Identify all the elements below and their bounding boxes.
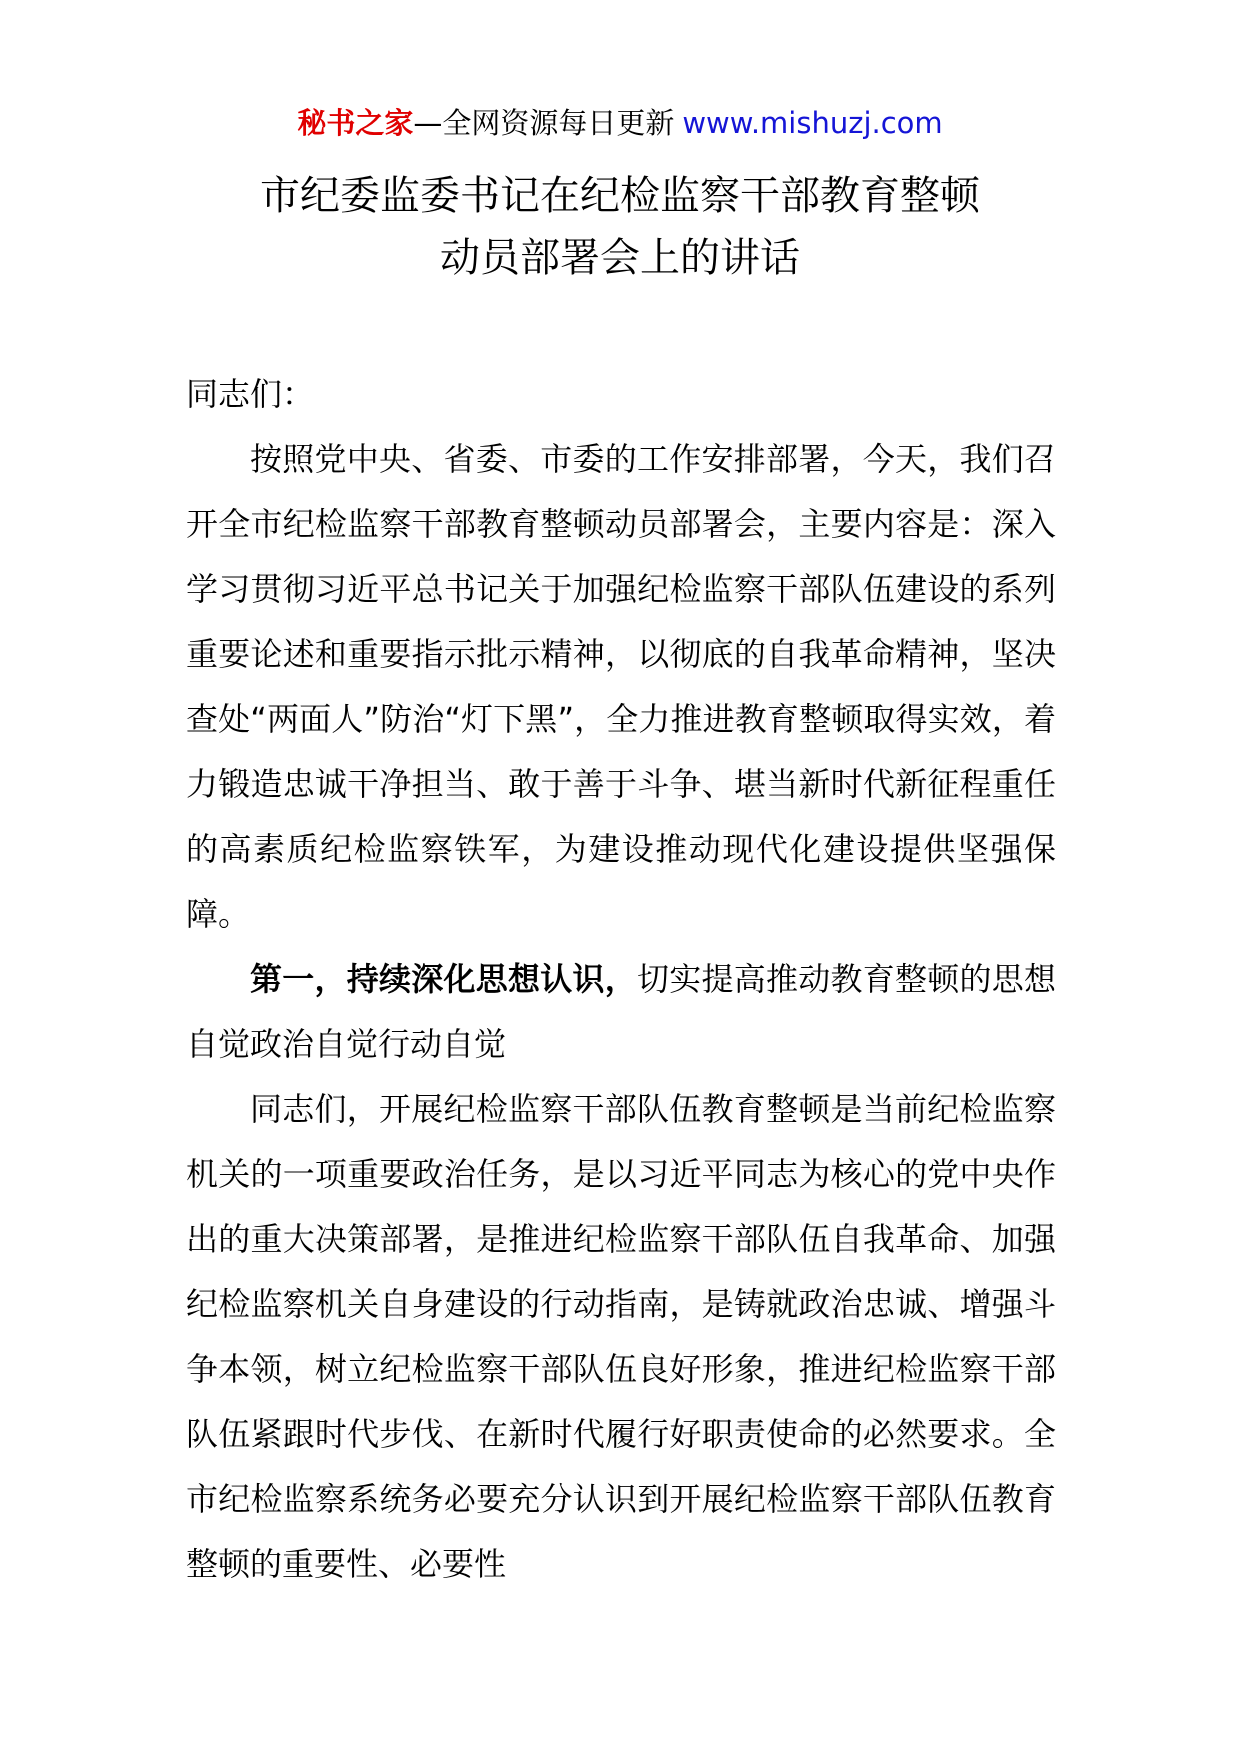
- paragraph-section-1: 同志们，开展纪检监察干部队伍教育整顿是当前纪检监察机关的一项重要政治任务，是以习近平同志为核心的党中央作出的重大决策部署，是推进纪检监察干部队伍自我革命、加强纪检监察机关自身建设的行动指南，是铸就政治忠诚、增强斗争本领，树立纪检监察干部队伍良好形象，推进纪检监察干部队伍紧跟时代步伐、在新时代履行好职责使命的必然要求。全市纪检监察系统务必要充分认识到开展纪检监察干部队伍教育整顿的重要性、必要性: [186, 1090, 1056, 1583]
- document-body: [186, 362, 1056, 1597]
- site-url-link[interactable]: www.mishuzj.com: [682, 106, 943, 140]
- section-heading-1: [186, 947, 1056, 1077]
- salutation: 同志们：: [186, 375, 315, 413]
- paragraph-intro: 按照党中央、省委、市委的工作安排部署，今天，我们召开全市纪检监察干部教育整顿动员部署会，主要内容是：深入学习贯彻习近平总书记关于加强纪检监察干部队伍建设的系列重要论述和重要指示批示精神，以彻底的自我革命精神，坚决查处“两面人”防治“灯下黑”，全力推进教育整顿取得实效，着力锻造忠诚干净担当、敢于善于斗争、堪当新时代新征程重任的高素质纪检监察铁军，为建设推动现代化建设提供坚强保障。: [186, 440, 1056, 933]
- site-header: [0, 103, 1240, 143]
- site-brand: 秘书之家: [297, 106, 414, 140]
- document-title-line-1: 市纪委监委书记在纪检监察干部教育整顿: [260, 173, 980, 219]
- document-title-line-2: 动员部署会上的讲话: [440, 235, 800, 281]
- section-heading-1-rest: 切实提高推动教育整顿的思想自觉政治自觉行动自觉: [186, 960, 1056, 1063]
- site-slogan: —全网资源每日更新: [413, 106, 675, 140]
- section-heading-1-lead: 第一，: [250, 960, 347, 998]
- section-heading-1-bold: 持续深化思想认识，: [346, 960, 637, 998]
